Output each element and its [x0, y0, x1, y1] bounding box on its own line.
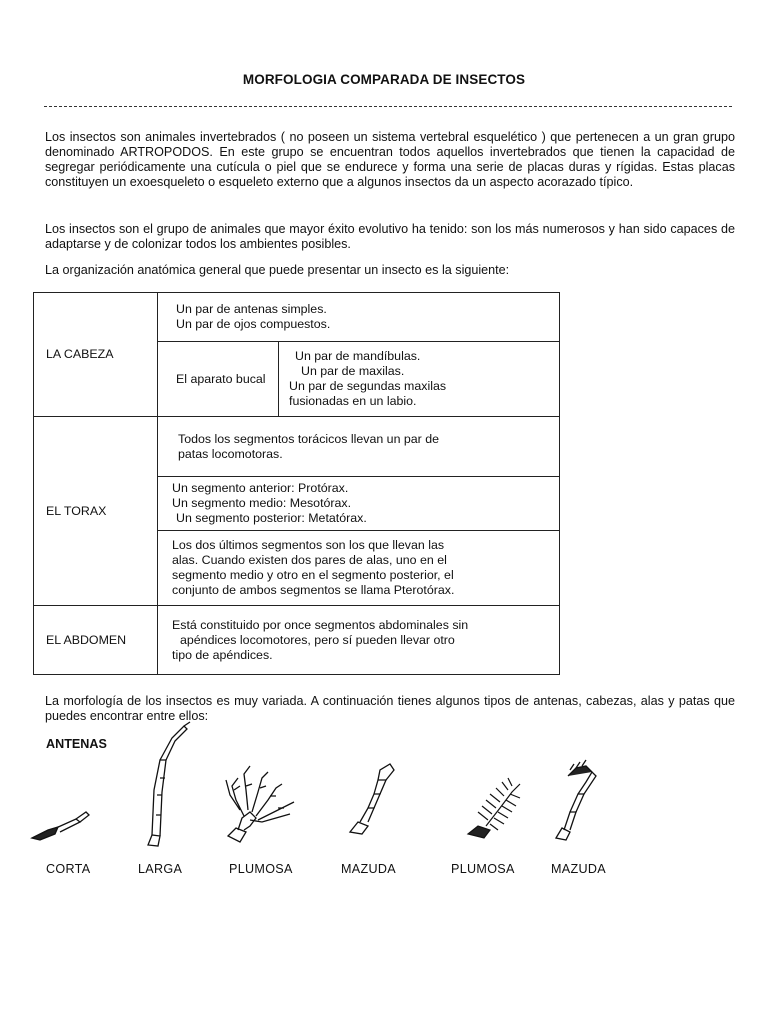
torax-label: EL TORAX	[34, 417, 158, 606]
aparato-bucal-label: El aparato bucal	[158, 342, 279, 417]
bucal-item: Un par de maxilas.	[301, 364, 405, 378]
torax-line: alas. Cuando existen dos pares de alas, uno en el	[172, 553, 447, 567]
abdomen-line: tipo de apéndices.	[172, 647, 273, 662]
torax-line: Los dos últimos segmentos son los que llevan las	[172, 538, 445, 552]
bucal-item: fusionadas en un labio.	[289, 394, 417, 408]
bucal-item: Un par de segundas maxilas	[289, 379, 447, 393]
document-title: MORFOLOGIA COMPARADA DE INSECTOS	[242, 72, 526, 87]
intro-paragraph: Los insectos son animales invertebrados ( no poseen un sistema vertebral esquelético ) que pertenecen a un gran grupo denominado ARTROPODOS. En este grupo se encuentran todos aquellos invertebrados que tienen la capacidad de segregar periódicamente una cutícula o piel que se endurece y forma una serie de placas duras y rígidas. Estas placas constituyen un exoesqueleto o esqueleto externo que a algunos insectos da un aspecto acorazado típico.	[45, 130, 735, 189]
bucal-item: Un par de mandíbulas.	[295, 349, 421, 363]
antenna-label: PLUMOSA	[451, 862, 515, 876]
antenas-heading: ANTENAS	[46, 737, 107, 751]
abdomen-line: apéndices locomotores, pero sí pueden llevar otro	[180, 632, 455, 647]
antenna-corta-drawing	[32, 812, 89, 840]
torax-line: conjunto de ambos segmentos se llama Pterotórax.	[172, 583, 455, 597]
torax-line: patas locomotoras.	[178, 446, 283, 461]
cabeza-line: Un par de ojos compuestos.	[176, 317, 331, 331]
antenna-label: LARGA	[138, 862, 183, 876]
cabeza-label: LA CABEZA	[34, 293, 158, 417]
antenna-label: CORTA	[46, 862, 91, 876]
torax-line: Un segmento posterior: Metatórax.	[176, 511, 367, 525]
antenna-plumosa-2-drawing	[468, 778, 520, 838]
antenna-label: MAZUDA	[551, 862, 606, 876]
antenna-plumosa-drawing	[226, 766, 294, 842]
antenna-mazuda-drawing	[350, 764, 394, 834]
morfologia-paragraph: La morfología de los insectos es muy variada. A continuación tienes algunos tipos de antenas, cabezas, alas y patas que puedes encontrar entre ellos:	[45, 694, 735, 723]
abdomen-label: EL ABDOMEN	[34, 606, 158, 675]
antenna-label: PLUMOSA	[229, 862, 293, 876]
antenna-label: MAZUDA	[341, 862, 396, 876]
exito-paragraph: Los insectos son el grupo de animales que mayor éxito evolutivo ha tenido: son los más numerosos y han sido capaces de adaptarse y de colonizar todos los ambientes posibles.	[45, 222, 735, 251]
cabeza-line: Un par de antenas simples.	[176, 302, 327, 316]
torax-line: Un segmento anterior: Protórax.	[172, 481, 349, 495]
organizacion-paragraph: La organización anatómica general que puede presentar un insecto es la siguiente:	[45, 263, 510, 277]
torax-line: Un segmento medio: Mesotórax.	[172, 496, 352, 510]
antenna-larga-drawing	[148, 722, 190, 846]
abdomen-line: Está constituido por once segmentos abdominales sin	[172, 617, 469, 632]
antenna-mazuda-2-drawing	[556, 760, 596, 840]
torax-line: segmento medio y otro en el segmento posterior, el	[172, 568, 454, 582]
torax-line: Todos los segmentos torácicos llevan un par de	[178, 431, 440, 446]
